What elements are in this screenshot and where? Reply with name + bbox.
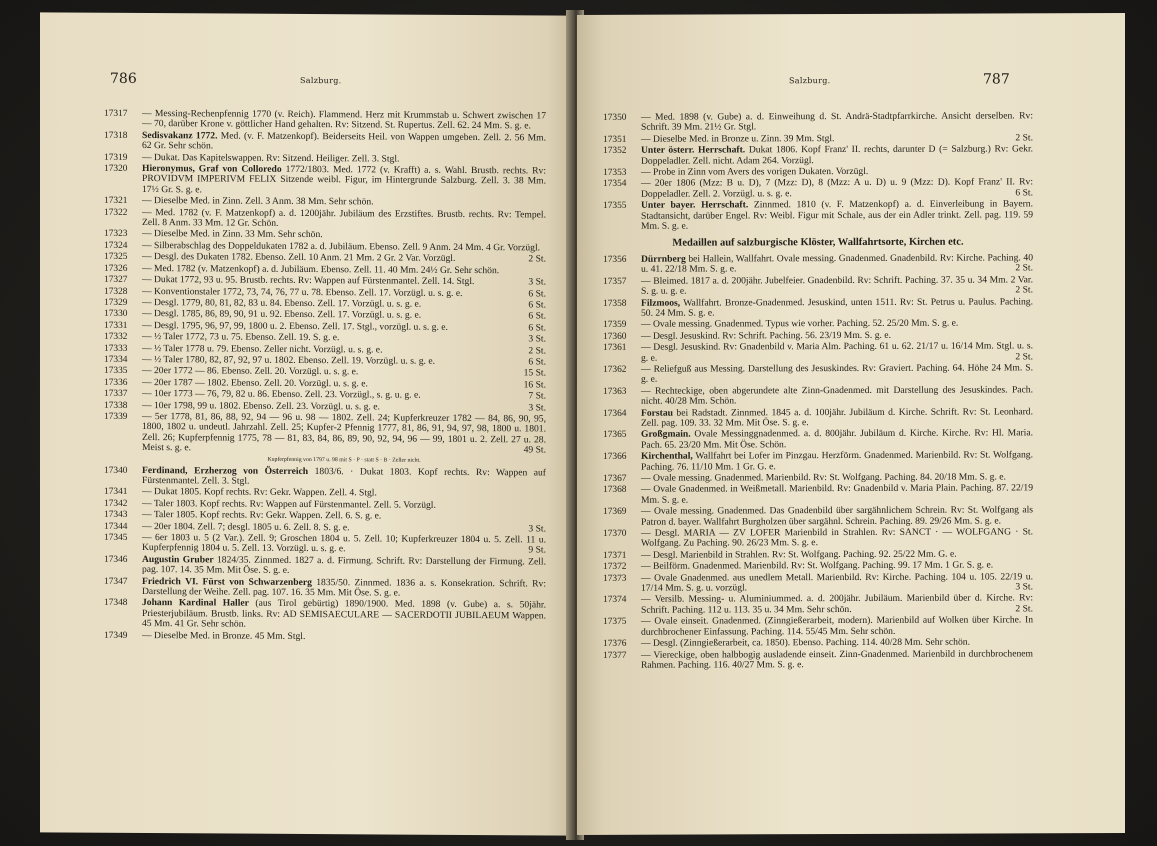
lot-count: 2 St. (1015, 350, 1033, 362)
lot-text: — Ovale Gnadenmed. in Weißmetall. Marienbild. Rv: Gnadenbild v. Maria Plain. Paching. 87. 22/19 Mm. S. g. e. (641, 482, 1033, 506)
lot-number: 17361 (603, 342, 627, 353)
lot-text: — 6er 1803 u. 5 (2 Var.). Zell. 9; Groschen 1804 u. 5. Zell. 10; Kupferkreuzer 1804 u. 5. Zell. 11 u. Kupferpfennig 1804 u. 5. Zell. 13. Vorzügl. u. s. g. e. (142, 532, 546, 555)
lot-count: 7 St. (528, 390, 546, 402)
lot-count: 6 St. (528, 356, 546, 368)
lot-text: — Dieselbe Med. in Zinn. Zell. 3 Anm. 38 Mm. Sehr schön. (142, 195, 374, 208)
lot-number: 17341 (104, 487, 128, 498)
lot-description (142, 466, 546, 489)
lot-count: 2 St. (1015, 262, 1033, 274)
catalog-entry (603, 527, 1033, 549)
right-page (577, 13, 1125, 835)
lot-title: Unter österr. Herrschaft. (641, 144, 746, 156)
lot-description (142, 164, 546, 198)
lot-text: Ovale Messinggnadenmed. a. d. 800jähr. Jubiläum d. Kirche. Kirche. Rv: Hl. Maria. Pach. 65. 23/20 Mm. Mit Öse. Schön. (641, 427, 1033, 451)
lot-number: 17345 (104, 532, 128, 543)
lot-text: — 20er 1806 (Mzz: B u. D), 7 (Mzz: D), 8 (Mzz: A u. D) u. 9 (Mzz: D). Kopf Franz' II. Rv: Doppeladler. Zell. 2. Vorzügl. u. s. g. e. (641, 176, 1033, 200)
lot-description (641, 451, 1033, 473)
lot-number: 17371 (603, 550, 627, 561)
lot-number: 17354 (603, 179, 627, 190)
lot-number: 17373 (603, 573, 627, 584)
lot-text: — Med. 1782 (v. Matzenkopf) a. d. Jubiläum. Ebenso. Zell. 11. 40 Mm. 24½ Gr. Sehr schön. (142, 262, 500, 276)
lot-text: — Dukat 1805. Kopf rechts. Rv: Gekr. Wappen. Zell. 4. Stgl. (142, 486, 377, 499)
catalog-entry (603, 297, 1033, 319)
catalog-entry (104, 131, 546, 155)
lot-text: — Desgl. 1795, 96, 97, 99, 1800 u. 2. Ebenso. Zell. 17. Stgl., vorzügl. u. s. g. e. (142, 319, 448, 333)
lot-description (641, 527, 1033, 549)
page-number-right: 787 (983, 71, 1010, 88)
lot-count: 9 St. (528, 544, 546, 556)
lot-description (641, 253, 1033, 275)
catalog-entry (104, 598, 546, 632)
lot-number: 17369 (603, 507, 627, 518)
lot-text: — Med. 1782 (v. F. Matzenkopf) a. d. 1200jähr. Jubiläum des Erzstiftes. Brustb. rechts. Rv: Tempel. Zell. 8 Anm. 33 Mm. 12 Gr. Schön. (142, 206, 546, 229)
lot-description (142, 412, 546, 456)
catalog-entry (603, 506, 1033, 528)
lot-text: — Ovale messing. Gnadenmed. Typus wie vorher. Paching. 52. 25/20 Mm. S. g. e. (641, 317, 959, 331)
catalog-entry (104, 109, 546, 133)
lot-number: 17334 (104, 354, 128, 365)
lot-text: — Silberabschlag des Doppeldukaten 1782 a. d. Jubiläum. Ebenso. Zell. 9 Anm. 24 Mm. 4 Gr. Vorzügl. (142, 239, 541, 254)
lot-description (142, 631, 546, 644)
lot-text: — Taler 1803. Kopf rechts. Rv: Wappen auf Fürstenmantel. Zell. 5. Vorzügl. (142, 497, 436, 511)
catalog-entry (603, 385, 1033, 407)
lot-title: Forstau (641, 407, 673, 419)
lot-text: 1772/1803. Med. 1772 (v. Krafft) a. s. Wahl. Brustb. rechts. Rv: PROVIDVM IMPERIVM FELIX Sitzende weibl. Figur, im Hintergrunde Salzburg. Zell. 3. 38 Mm. 17½ Gr. S. g. e. (142, 163, 546, 196)
lot-text: — 10er 1773 — 76, 79, 82 u. 86. Ebenso. Zell. 23. Vorzügl., s. g. u. g. e. (142, 388, 421, 401)
lot-number: 17359 (603, 320, 627, 331)
lot-text: — Desgl. des Dukaten 1782. Ebenso. Zell. 10 Anm. 21 Mm. 2 Gr. 2 Var. Vorzügl. (142, 251, 456, 265)
lot-text: — 20er 1787 — 1802. Ebenso. Zell. 20. Vorzügl. u. s. g. e. (142, 376, 368, 390)
lot-description (641, 616, 1033, 638)
lot-description (641, 506, 1033, 528)
running-head-left: Salzburg. (300, 75, 342, 86)
lot-count: 2 St. (1015, 284, 1033, 296)
lot-description (641, 407, 1033, 429)
lot-description (142, 577, 546, 600)
catalog-entries-right (603, 111, 1033, 672)
lot-text: bei Hallein, Wallfahrt. Ovale messing. Gnadenmed. Gnadenbild. Rv: Kirche. Paching. 40 u. 41. 22/18 Mm. S. g. e. (641, 252, 1033, 276)
lot-number: 17344 (104, 521, 128, 532)
catalog-entry (104, 533, 546, 557)
lot-number: 17320 (104, 163, 128, 174)
lot-count: 2 St. (1015, 132, 1033, 144)
lot-description (641, 484, 1033, 506)
lot-text: 1835/50. Zinnmed. 1836 a. s. Konsekration. Schrift. Rv: Darstellung der Weihe. Zell. pag. 107. 16. 35 Mm. Mit Öse. S. g. e. (142, 576, 546, 599)
lot-description (641, 319, 1033, 331)
lot-description (641, 429, 1033, 451)
lot-number: 17349 (104, 630, 128, 641)
entries-group-after (603, 253, 1033, 671)
lot-title: Großgmain. (641, 428, 691, 441)
lot-text: — 20er 1804. Zell. 7; desgl. 1805 u. 6. Zell. 8. S. g. e. (142, 520, 350, 533)
lot-count: 6 St. (528, 299, 546, 311)
catalog-entries-left (104, 109, 546, 645)
lot-number: 17367 (603, 473, 627, 484)
lot-text: — Ovale einseit. Gnadenmed. (Zinngießerarbeit, modern). Marienbild auf Wolken über Kirche. In durchbrochener Einfassung. Paching. 114. 55/45 Mm. Sehr schön. (641, 614, 1033, 638)
lot-count: 2 St. (528, 253, 546, 265)
lot-number: 17358 (603, 298, 627, 309)
catalog-entry (104, 207, 546, 231)
lot-text: — ½ Taler 1780, 82, 87, 92, 97 u. 1802. Ebenso. Zell. 19. Vorzügl. u. s. g. e. (142, 353, 435, 367)
lot-number: 17352 (603, 146, 627, 157)
lot-number: 17327 (104, 274, 128, 285)
lot-text: — 20er 1772 — 86. Ebenso. Zell. 20. Vorzügl. u. s. g. e. (142, 365, 359, 378)
lot-count: 15 St. (523, 367, 546, 379)
lot-number: 17340 (104, 465, 128, 476)
lot-text: 1803/6. · Dukat 1803. Kopf rechts. Rv: Wappen auf Fürstenmantel. Zell. 3. Stgl. (142, 465, 546, 487)
lot-text: — Dieselbe Med. in Bronze u. Zinn. 39 Mm. Stgl. (641, 132, 835, 145)
lot-number: 17351 (603, 134, 627, 145)
lot-description (641, 649, 1033, 671)
lot-text: — Desgl. 1785, 86, 89, 90, 91 u. 92. Ebenso. Zell. 17. Vorzügl. u. s. g. e. (142, 308, 422, 322)
entries-group-before (603, 111, 1033, 232)
lot-text: bei Radstadt. Zinnmed. 1845 a. d. 100jähr. Jubiläum d. Kirche. Schrift. Rv: St. Leonhard. Zell. pag. 109. 33. 32 Mm. Mit Öse. S. g. e. (641, 405, 1033, 429)
lot-number: 17338 (104, 400, 128, 411)
lot-number: 17366 (603, 451, 627, 463)
lot-number: 17323 (104, 229, 128, 240)
lot-text: — ½ Taler 1778 u. 79. Ebenso. Zeller nicht. Vorzügl. u. s. g. e. (142, 342, 383, 355)
lot-number: 17317 (104, 108, 128, 119)
catalog-entry (603, 407, 1033, 429)
catalog-entry (104, 412, 546, 456)
lot-text: — Viereckige, oben halbbogig ausladende einseit. Zinn-Gnadenmed. Marienbild in durchbrochenem Rahmen. Paching. 116. 40/27 Mm. S. g. e. (641, 647, 1033, 671)
lot-description (641, 594, 1033, 616)
lot-count: 6 St. (1015, 187, 1033, 199)
footnote: Kupferpfennig von 1797 u. 98 mit S · P · statt S · B · Zeller nicht. (267, 456, 421, 464)
lot-number: 17332 (104, 331, 128, 343)
lot-number: 17336 (104, 377, 128, 388)
lot-text: — Bleimed. 1817 a. d. 200jähr. Jubelfeier. Gnadenbild. Rv: Schrift. Paching. 37. 35 u. 34 Mm. 2 Var. S. g. u. g. e. (641, 274, 1033, 297)
lot-text: — Taler 1805. Kopf rechts. Rv: Gekr. Wappen. Zell. 6. S. g. e. (142, 509, 382, 522)
lot-text: — Dukat 1772, 93 u. 95. Brustb. rechts. Rv: Wappen auf Fürstenmantel. Zell. 14. Stgl. (142, 274, 475, 288)
lot-number: 17364 (603, 408, 627, 419)
lot-number: 17342 (104, 498, 128, 509)
lot-title: Johann Kardinal Haller (142, 597, 249, 610)
lot-count: 6 St. (528, 310, 546, 322)
lot-description (142, 555, 546, 578)
lot-number: 17337 (104, 388, 128, 400)
catalog-entry (603, 145, 1033, 167)
catalog-entry (603, 484, 1033, 506)
lot-text: — Dieselbe Med. in Zinn. 33 Mm. Sehr schön. (142, 228, 323, 241)
lot-description (641, 275, 1033, 297)
lot-description (142, 598, 546, 632)
lot-text: — Desgl. MARIA — ZV LOFER Marienbild in Strahlen. Rv: SANCT · — WOLFGANG · St. Wolfgang. Zu Paching. 90. 26/23 Mm. S. g. e. (641, 526, 1033, 550)
catalog-entry (603, 616, 1033, 638)
lot-text: Wallfahrt. Bronze-Gnadenmed. Jesuskind, unten 1511. Rv: St. Petrus u. Paulus. Paching. 50. 24 Mm. S. g. e. (641, 295, 1033, 319)
catalog-entry (603, 429, 1033, 451)
lot-text: — Ovale Gnadenmed. aus unedlem Metall. Marienbild. Rv: Kirche. Paching. 104 u. 105. 22/19 u. 17/14 Mm. S. g. u. vorzügl. (641, 571, 1033, 594)
lot-number: 17339 (104, 411, 128, 422)
lot-number: 17353 (603, 167, 627, 178)
lot-text: — Ovale messing. Gnadenmed. Marienbild. Rv: St. Wolfgang. Paching. 84. 20/18 Mm. S. g. e. (641, 471, 1006, 484)
lot-text: — Beilförm. Gnadenmed. Marienbild. Rv: St. Wolfgang. Paching. 99. 17 Mm. 1 Gr. S. g. e. (641, 559, 994, 572)
lot-count: 6 St. (528, 322, 546, 334)
lot-number: 17368 (603, 485, 627, 496)
entries-group-lower (104, 465, 546, 643)
lot-number: 17333 (104, 343, 128, 354)
lot-text: — Desgl. Jesuskind. Rv: Schrift. Paching. 56. 23/19 Mm. S. g. e. (641, 329, 891, 342)
lot-number: 17319 (104, 152, 128, 163)
lot-text: — Desgl. (Zinngießerarbeit, ca. 1850). Ebenso. Paching. 114. 40/28 Mm. Sehr schön. (641, 636, 970, 649)
lot-number: 17343 (104, 509, 128, 521)
lot-title: Filzmoos, (641, 297, 681, 309)
catalog-entry (603, 200, 1033, 233)
lot-title: Sedisvakanz 1772. (142, 129, 218, 142)
lot-description (641, 341, 1033, 363)
catalog-entry (104, 555, 546, 579)
lot-number: 17325 (104, 252, 128, 263)
lot-number: 17348 (104, 598, 128, 609)
lot-title: Dürrnberg (641, 253, 686, 265)
lot-text: — Rechteckige, oben abgerundete alte Zinn-Gnadenmed. mit Darstellung des Jesuskindes. Pach. nicht. 40/28 Mm. Schön. (641, 384, 1033, 407)
lot-number: 17322 (104, 207, 128, 218)
lot-description (641, 385, 1033, 407)
lot-text: — Desgl. Jesuskind. Rv: Gnadenbild v. Maria Alm. Paching. 61 u. 62. 21/17 u. 16/14 Mm. Stgl. u. s. g. e. (641, 340, 1033, 364)
lot-description (142, 131, 546, 154)
catalog-entry (603, 253, 1033, 275)
lot-number: 17356 (603, 254, 627, 265)
lot-description (641, 200, 1033, 233)
lot-text: — Dukat. Das Kapitelswappen. Rv: Sitzend. Heiliger. Zell. 3. Stgl. (142, 151, 400, 165)
lot-text: — Ovale messing. Gnadenmed. Das Gnadenbild über sargähnlichem Schrein. Rv: St. Wolfgang als Patron d. bayer. Wallfahrt Burgholzen über sargähnl. Schrein. Paching. 89. 29/26 Mm. S. g. e. (641, 504, 1033, 528)
lot-number: 17330 (104, 309, 128, 320)
lot-description (641, 178, 1033, 200)
catalog-entry (603, 319, 1033, 331)
lot-text: — Desgl. Marienbild in Strahlen. Rv: St. Wolfgang. Paching. 92. 25/22 Mm. G. e. (641, 548, 957, 561)
lot-text: — Med. 1898 (v. Gube) a. d. Einweihung d. St. Andrä-Stadtpfarrkirche. Ansicht derselben. Rv: Schrift. 39 Mm. 21½ Gr. Stgl. (641, 110, 1033, 134)
lot-description (142, 208, 546, 231)
lot-number: 17326 (104, 263, 128, 274)
lot-title: Friedrich VI. Fürst von Schwarzenberg (142, 575, 312, 588)
lot-text: — 5er 1778, 81, 86, 88, 92, 94 — 96 u. 98 — 1802. Zell. 24; Kupferkreuzer 1782 — 84, 86, 90, 95, 1800, 1802 u. undeutl. Jahrzahl. Zell. 25; Kupfer-2 Pfennig 1777, 81, 86, 91, 94, 97, 98, 1800 u. 1801. Zell. 26; Kupferpfennig 1775, 78 — 81, 83, 84, 86, 89, 90, 92, 94, 96 — 99, 1801 u. 2. Zell. 27 u. 28. Meist s. g. e. (142, 410, 546, 454)
lot-number: 17360 (603, 331, 627, 342)
lot-count: 6 St. (528, 287, 546, 299)
lot-count: 49 St. (523, 444, 546, 456)
lot-title: Unter bayer. Herrschaft. (641, 199, 749, 211)
lot-text: (aus Tirol gebürtig) 1890/1900. Med. 1898 (v. Gube) a. s. 50jähr. Priesterjubiläum. Brustb. links. Rv: AD SEMISAECULARE — SACERDOTII JUBILAEUM Wappen. 45 Mm. 41 Gr. Sehr schön. (142, 598, 546, 630)
lot-number: 17374 (603, 595, 627, 606)
lot-text: Dukat 1806. Kopf Franz' II. rechts, darunter D (= Salzburg.) Rv: Gekr. Doppeladler. Zell. nicht. Adam 264. Vorzügl. (641, 143, 1034, 167)
lot-title: Augustin Gruber (142, 553, 214, 566)
lot-text: — Dieselbe Med. in Bronze. 45 Mm. Stgl. (142, 629, 306, 642)
lot-number: 17377 (603, 650, 627, 661)
catalog-entry (603, 275, 1033, 297)
lot-count: 3 St. (528, 276, 546, 288)
lot-description (142, 109, 546, 132)
catalog-entry (104, 465, 546, 489)
lot-number: 17357 (603, 276, 627, 287)
lot-text: — Versilb. Messing- u. Aluminiummed. a. d. 200jähr. Jubiläum. Marienbild über d. Kirche. Rv: Schrift. Paching. 112 u. 113. 35 u. 34 Mm. Sehr schön. (641, 592, 1033, 616)
lot-count: 2 St. (528, 344, 546, 356)
catalog-entry (603, 572, 1033, 594)
lot-text: — Konventionstaler 1772, 73, 74, 76, 77 u. 78. Ebenso. Zell. 17. Vorzügl. u. s. g. e. (142, 285, 463, 299)
catalog-entry (603, 363, 1033, 385)
lot-text: — Desgl. 1779, 80, 81, 82, 83 u. 84. Ebenso. Zell. 17. Vorzügl. u. s. g. e. (142, 296, 422, 310)
section-heading: Medaillen auf salzburgische Klöster, Wallfahrtsorte, Kirchen etc. (672, 237, 964, 250)
lot-number: 17346 (104, 554, 128, 565)
lot-number: 17329 (104, 297, 128, 308)
lot-text: — ½ Taler 1772, 73 u. 75. Ebenso. Zell. 19. S. g. e. (142, 331, 340, 344)
lot-number: 17331 (104, 320, 128, 331)
lot-text: — Reliefguß aus Messing. Darstellung des Jesuskindes. Rv: Graviert. Paching. 64. Höhe 24 Mm. S. g. e. (641, 362, 1033, 386)
lot-text: — Probe in Zinn vom Avers des vorigen Dukaten. Vorzügl. (641, 165, 869, 178)
lot-description (641, 145, 1033, 167)
lot-text: — Messing-Rechenpfennig 1770 (v. Reich). Flammend. Herz mit Krummstab u. Schwert zwischen 17 — 70, darüber Krone v. göttlicher Hand gehalten. Rv: Sitzend. St. Rupertus. Zell. 62. 24 Mm. S. g. e. (142, 107, 546, 132)
catalog-entry (104, 630, 546, 643)
lot-number: 17370 (603, 528, 627, 539)
lot-text: Med. (v. F. Matzenkopf). Beiderseits Heil. von Wappen umgeben. Zell. 2. 56 Mm. 62 Gr. Sehr schön. (142, 130, 547, 152)
left-page (40, 12, 573, 835)
lot-count: 16 St. (523, 379, 546, 391)
lot-number: 17372 (603, 562, 627, 573)
catalog-entry (603, 451, 1033, 473)
lot-text: 1824/35. Zinnmed. 1827 a. d. Firmung. Schrift. Rv: Darstellung der Firmung. Zell. pag. 107. 14. 35 Mm. Mit Öse. S. g. e. (142, 554, 547, 577)
lot-text: Wallfahrt bei Lofer im Pinzgau. Herzförm. Gnadenmed. Marienbild. Rv: St. Wolfgang. Paching. 76. 11/10 Mm. 1 Gr. G. e. (641, 449, 1033, 473)
lot-number: 17350 (603, 112, 627, 123)
lot-description (641, 297, 1033, 319)
lot-count: 3 St. (528, 333, 546, 345)
catalog-entry (104, 576, 546, 600)
lot-number: 17318 (104, 130, 128, 141)
lot-description (641, 572, 1033, 594)
lot-number: 17328 (104, 286, 128, 297)
lot-title: Hieronymus, Graf von Colloredo (142, 163, 282, 175)
lot-count: 2 St. (1015, 603, 1033, 615)
running-head-right: Salzburg. (789, 76, 831, 86)
lot-title: Kirchenthal, (641, 450, 693, 462)
lot-count: 3 St. (528, 401, 546, 414)
lot-text: Zinnmed. 1810 (v. F. Matzenkopf) a. d. Einverleibung in Bayern. Stadtansicht, darüber Engel. Rv: Weibl. Figur mit Schale, aus der ein Adler trinkt. Zell. pag. 119. 59 Mm. S. g. e. (641, 198, 1033, 232)
lot-description (641, 363, 1033, 385)
lot-text: — 10er 1798, 99 u. 1802. Ebenso. Zell. 23. Vorzügl. u. s. g. e. (142, 399, 380, 413)
lot-number: 17365 (603, 430, 627, 441)
lot-number: 17362 (603, 364, 627, 375)
catalog-entry (603, 178, 1033, 200)
catalog-entry (603, 649, 1033, 671)
lot-number: 17363 (603, 386, 627, 397)
catalog-entry (104, 164, 546, 198)
lot-title: Ferdinand, Erzherzog von Österreich (142, 464, 309, 477)
catalog-entry (603, 594, 1033, 616)
page-number-left: 786 (110, 70, 137, 87)
lot-number: 17347 (104, 576, 128, 587)
lot-description (641, 111, 1033, 133)
lot-number: 17376 (603, 638, 627, 649)
lot-description (142, 533, 546, 556)
lot-count: 3 St. (528, 522, 546, 535)
lot-number: 17335 (104, 366, 128, 377)
lot-count: 3 St. (1015, 581, 1033, 593)
lot-number: 17321 (104, 196, 128, 207)
lot-number: 17324 (104, 240, 128, 251)
lot-number: 17355 (603, 201, 627, 212)
lot-number: 17375 (603, 617, 627, 628)
catalog-entry (603, 341, 1033, 363)
catalog-entry (603, 111, 1033, 133)
